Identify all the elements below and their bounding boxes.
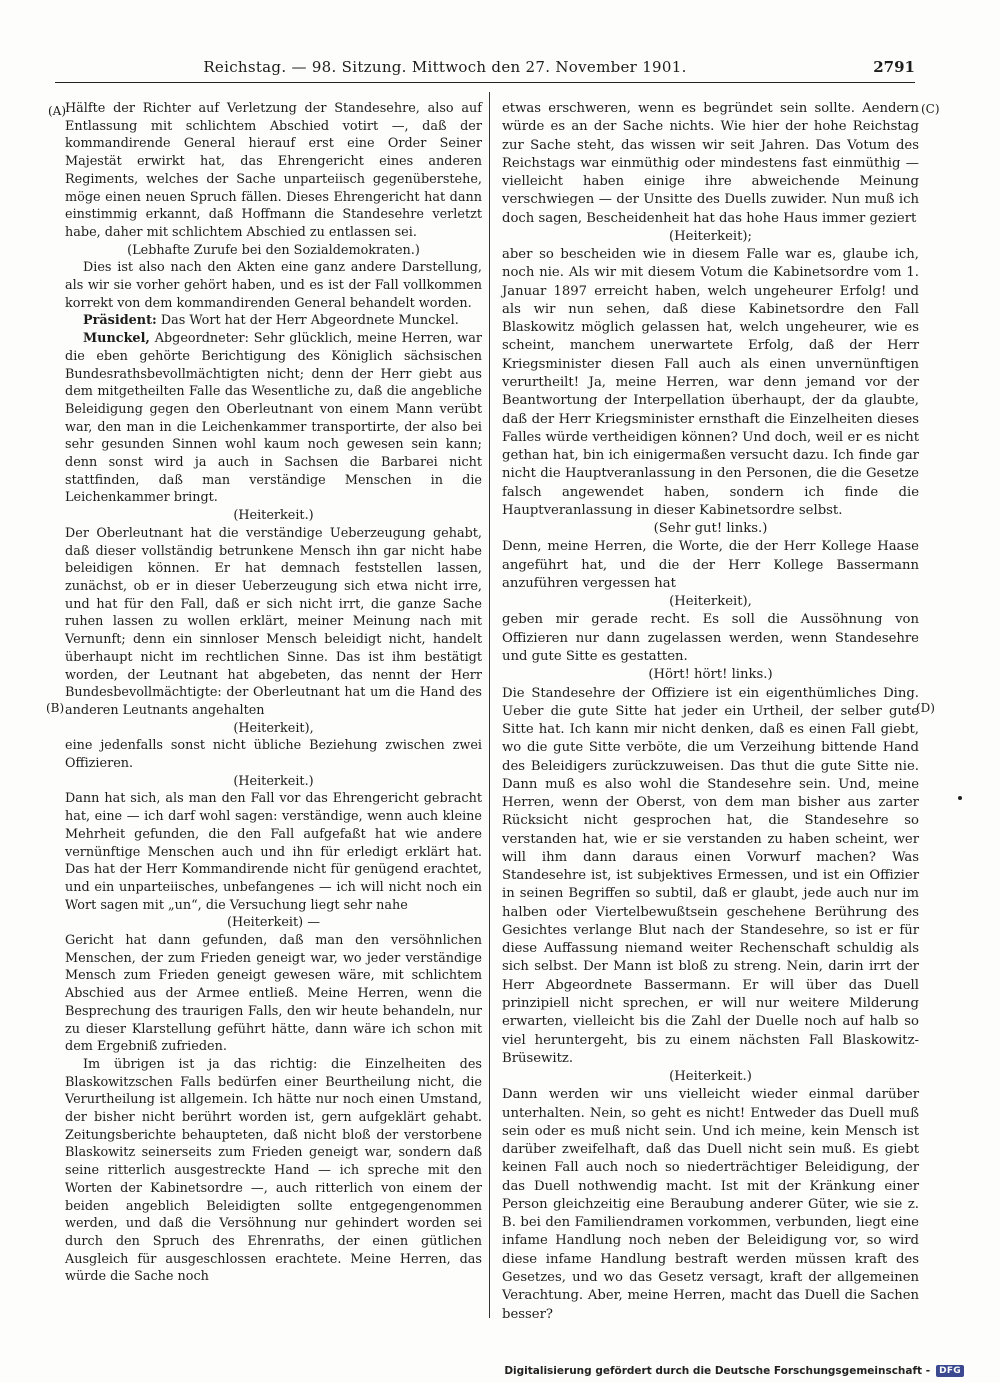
stage-direction: (Lebhafte Zurufe bei den Sozialdemokraten.) [127,242,420,258]
margin-marker-c: (C) [921,102,940,116]
speech-text: Das Wort hat der Herr Abgeordnete Munckel. [156,313,459,329]
paragraph: geben mir gerade recht. Es soll die Aussöhnung von Offizieren nur dann zugelassen werden, wenn Standesehre und gute Sitte es gestatten. [502,612,919,664]
footer-text: Digitalisierung gefördert durch die Deutsche Forschungsgemeinschaft - [504,1365,931,1377]
paragraph: Der Oberleutnant hat die verständige Ueberzeugung gehabt, daß dieser vollständig betrunkene Mensch ihn gar nicht habe beleidigen können. Er hat demnach feststellen lassen, zunächst, ob er in dieser Ueberzeugung sich etwa nicht irre, und hat für den Fall, daß er sich nicht irrt, die ganze Sache ruhen lassen zu wollen erklärt, meiner Meinung nach mit Vernunft; denn ein sinnloser Mensch beleidigt nicht, handelt überhaupt nicht im rechtlichen Sinne. Das ist ihm bestätigt worden, der Leutnant hat abgebeten, das nennt der Herr Bundesbevollmächtigte: der Oberleutnant hat um die Hand des anderen Leutnants angehalten [65,525,482,718]
margin-marker-d: (D) [916,701,935,715]
paragraph: Denn, meine Herren, die Worte, die der Herr Kollege Haase angeführt hat, und die der Herr Kollege Bassermann anzuführen vergessen hat [502,539,919,591]
page-header [55,58,915,84]
margin-marker-a: (A) [48,104,67,118]
stage-direction: (Sehr gut! links.) [653,521,768,537]
paragraph: Gericht hat dann gefunden, daß man den versöhnlichen Menschen, der zum Frieden geneigt war, wo jeder verständige Mensch zum Frieden geneigt gewesen wäre, mit schlichtem Abschied aus der Armee entließ. Meine Herren, wenn die Besprechung des traurigen Falls, den wir heute behandeln, nur zu dieser Klarstellung geführt hätte, dann wäre ich schon mit dem Ergebniß zufrieden. [65,933,482,1055]
stage-direction: (Heiterkeit) — [226,915,321,931]
paragraph: etwas erschweren, wenn es begründet sein sollte. Aendern würde es an der Sache nichts. Wie hier der hohe Reichstag zur Sache steht, das wissen wir seit Jahren. Das Votum des Reichstags war einmüthig oder mindestens fast einmüthig — vielleicht haben einige ihre abweichende Meinung verschwiegen — der Unsitte des Duells zuwider. Nun muß ich doch sagen, Bescheidenheit hat das hohe Haus immer geziert [502,101,919,226]
stage-direction: (Hört! hört! links.) [648,667,773,683]
header-rule [55,82,915,83]
stage-direction: (Heiterkeit); [669,228,752,244]
dfg-logo-icon: DFG [936,1365,964,1377]
stage-direction: (Heiterkeit.) [233,773,314,789]
paragraph [65,312,482,330]
speech-text: Abgeordneter: Sehr glücklich, meine Herren, war die eben gehörte Berichtigung des Königlich sächsischen Bundesrathsbevollmächtigten nicht; denn der Herr giebt aus dem mitgetheilten Falle das Wesentliche zu, daß die angebliche Beleidigung gegen den Oberleutnant von einem Mann verübt war, den man in die Leichenkammer transportirte, der also bei sehr gesunden Sinnen wohl kaum noch gewesen sein kann; denn sonst wird ja auch in Sachsen die Barbarei nicht stattfinden, daß man verständige Menschen in die Leichenkammer bringt. [65,331,482,506]
page-number: 2791 [873,58,915,76]
column-divider [489,92,490,1318]
paragraph: Hälfte der Richter auf Verletzung der Standesehre, also auf Entlassung mit schlichtem Abschied votirt —, daß der kommandirende General hierauf erst eine Order Seiner Majestät erwirkt hat, das Ehrengericht eines anderen Regiments, welches der Sache unparteiisch gegenüberstehe, möge einen neuen Spruch fällen. Dieses Ehrengericht hat dann einstimmig erkannt, daß Hoffmann die Standesehre verletzt habe, daher mit schlichtem Abschied zu entlassen sei. [65,101,482,240]
speaker-name: Präsident: [83,313,157,329]
paragraph [65,330,482,507]
paragraph: eine jedenfalls sonst nicht übliche Beziehung zwischen zwei Offizieren. [65,738,482,772]
margin-marker-b: (B) [46,701,65,715]
footer [504,1363,964,1379]
speaker-name: Munckel, [83,331,150,347]
left-column [65,100,482,1286]
stage-direction: (Heiterkeit), [233,720,314,736]
paragraph: Die Standesehre der Offiziere ist ein eigenthümliches Ding. Ueber die gute Sitte hat jeder ein Urtheil, der selber gute Sitte hat. Ich kann mir nicht denken, daß es einen Fall giebt, wo die gute Sitte verböte, die um Verzeihung bittende Hand des Beleidigers zurückzuweisen. Das thut die gute Sitte nie. Dann muß es also wohl die Standesehre sein. Und, meine Herren, wenn der Oberst, von dem man bisher aus zarter Rücksicht nicht gesprochen hat, die Standesehre so verstanden hat, wie er sie verstanden zu haben scheint, wer will ihm dann daraus einen Vorwurf machen? Was Standesehre ist, ist subjektives Ermessen, und ist ein Offizier in seinen Begriffen so subtil, daß er glaubt, jede auch nur im halben oder Viertelbewußtsein geschehene Berührung des Gesichtes verlange Blut nach der Standesehre, so ist er für diese Auffassung niemand weiter Rechenschaft schuldig als sich selbst. Der Mann ist bloß zu streng. Nein, darin irrt der Herr Abgeordnete Bassermann. Er will über das Duell prinzipiell nicht sprechen, er will nur weitere Milderung erwarten, vielleicht bis die Zahl der Duelle noch auf halb so viel heruntergeht, bis zu einem nächsten Fall Blaskowitz-Brüsewitz. [502,685,919,1066]
paragraph: aber so bescheiden wie in diesem Falle war es, glaube ich, noch nie. Als wir mit diesem Votum die Kabinetsordre vom 1. Januar 1897 erreicht haben, welch ungeheurer Erfolg! und als wir nun sehen, daß diese Kabinetsordre den Fall Blaskowitz möglich gelassen hat, welch ungeheurer, wie es scheint, manchem unerwartete Erfolg, daß der Herr Kriegsminister diesen Fall auch als einen unvernünftigen verurtheilt! Ja, meine Herren, war denn jemand vor der Beantwortung der Interpellation überhaupt, der da glaubte, daß der Herr Kriegsminister ernsthaft die Einzelheiten dieses Falles würde vertheidigen können? Und doch, weil er es nicht gethan hat, bin ich einigermaßen versucht dazu. Ich finde gar nicht die Hauptveranlassung in den Personen, die die Gesetze falsch angewendet haben, sondern ich finde die Hauptveranlassung in dieser Kabinetsordre selbst. [502,247,919,518]
paragraph: Im übrigen ist ja das richtig: die Einzelheiten des Blaskowitzschen Falls bedürfen einer Beurtheilung nicht, die Verurtheilung ist allgemein. Ich hätte nur noch einen Umstand, der bisher nicht berührt worden ist, gern aufgeklärt gehabt. Zeitungsberichte behaupteten, daß nicht bloß der verstorbene Blaskowitz seinerseits zum Frieden geneigt war, sondern daß seine ritterlich ausgestreckte Hand — ich spreche mit den Worten der Kabinetsordre —, auch ritterlich von einem der beiden angeblich Beleidigten sollte entgegengenommen werden, und daß die Versöhnung nur gehindert worden sei durch den Spruch des Ehrenraths, der einen gütlichen Ausgleich für ausgeschlossen erachtete. Meine Herren, das würde die Sache noch [65,1056,482,1285]
paragraph: Dann hat sich, als man den Fall vor das Ehrengericht gebracht hat, eine — ich darf wohl sagen: verständige, wenn auch kleine Mehrheit gefunden, die den Fall aufgefaßt hat wie andere vernünftige Menschen auch und ihn für erledigt erklärt hat. Das hat der Herr Kommandirende nicht für genügend erachtet, und ein unparteiisches, unbefangenes — ich will nicht noch ein Wort sagen mit „un“, die Versuchung liegt sehr nahe [65,791,482,913]
right-column [502,100,919,1324]
stage-direction: (Heiterkeit.) [233,508,314,524]
page-header-title: Reichstag. — 98. Sitzung. Mittwoch den 27. November 1901. [203,58,687,76]
paragraph: Dann werden wir uns vielleicht wieder einmal darüber unterhalten. Nein, so geht es nicht! Entweder das Duell muß sein oder es muß nicht sein. Und ich meine, kein Mensch ist darüber zweifelhaft, daß das Duell nicht sein muß. Es giebt keinen Fall auch noch so niederträchtiger Beleidigung, der das Duell nothwendig macht. Ist mit der Kränkung einer Person gleichzeitig eine Beraubung anderer Güter, wie sie z. B. bei den Familiendramen vorkommen, verbunden, liegt eine infame Handlung noch neben der Beleidigung vor, so wird diese infame Handlung bestraft werden müssen kraft des Gesetzes, und wo das Gesetz versagt, kraft der allgemeinen Verachtung. Aber, meine Herren, macht das Duell die Sachen besser? [502,1087,919,1322]
stage-direction: (Heiterkeit.) [669,1069,752,1085]
margin-dot [958,796,962,800]
stage-direction: (Heiterkeit), [669,594,752,610]
paragraph: Dies ist also nach den Akten eine ganz andere Darstellung, als wir sie vorher gehört haben, und es ist der Fall vollkommen korrekt von dem kommandirenden General behandelt worden. [65,260,482,311]
